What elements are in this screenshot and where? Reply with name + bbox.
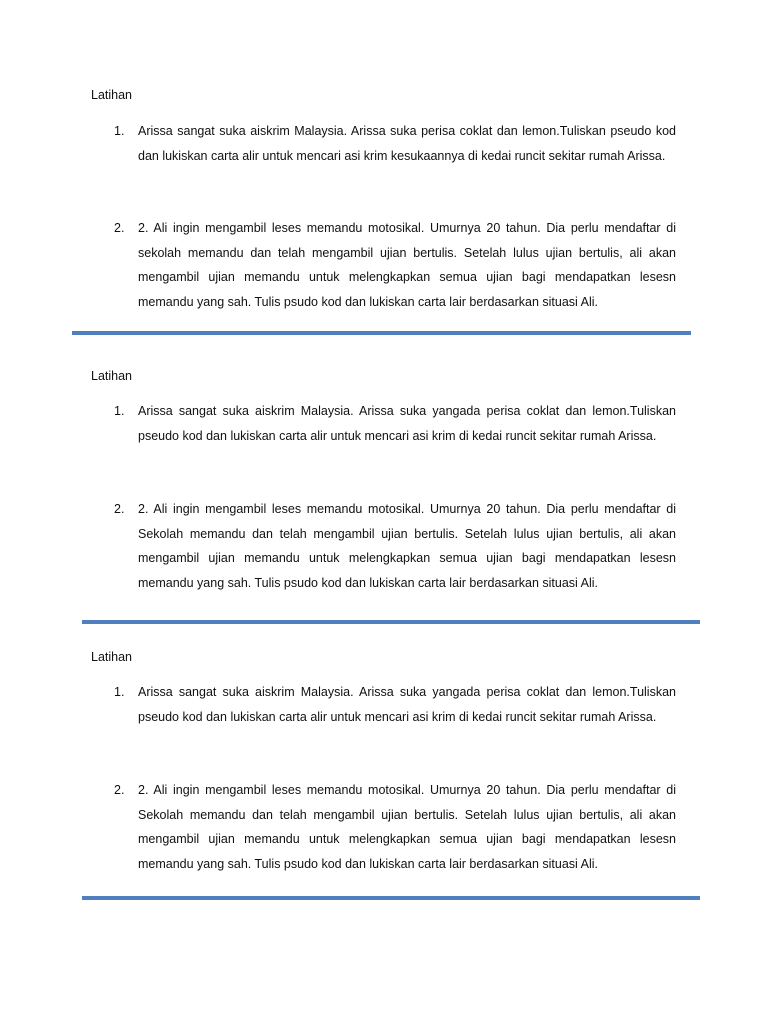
section-heading: Latihan bbox=[91, 369, 133, 383]
section-heading: Latihan bbox=[91, 88, 133, 102]
section-divider bbox=[82, 620, 700, 624]
list-item bbox=[114, 399, 676, 448]
section-divider bbox=[82, 896, 700, 900]
list-item-text: Arissa sangat suka aiskrim Malaysia. Arissa suka perisa coklat dan lemon.Tuliskan pseudo kod dan lukiskan carta alir untuk mencari asi krim kesukaannya di kedai runcit sekitar rumah Arissa. bbox=[138, 124, 676, 163]
section-divider bbox=[72, 331, 691, 335]
list-item bbox=[114, 680, 676, 729]
list-item-number: 2. bbox=[114, 502, 125, 516]
list-item-number: 2. bbox=[114, 783, 125, 797]
section-heading: Latihan bbox=[91, 650, 133, 664]
list-item-number: 1. bbox=[114, 404, 125, 418]
list-item-text: 2. Ali ingin mengambil leses memandu motosikal. Umurnya 20 tahun. Dia perlu mendaftar di Sekolah memandu dan telah mengambil ujian bertulis. Setelah lulus ujian bertulis, ali akan mengambil ujian memandu untuk melengkapkan semua ujian bagi mendapatkan lesesn memandu yang sah. Tulis psudo kod dan lukiskan carta lair berdasarkan situasi Ali. bbox=[138, 502, 676, 590]
list-item bbox=[114, 778, 676, 876]
list-item-number: 2. bbox=[114, 221, 125, 235]
list-item-text: Arissa sangat suka aiskrim Malaysia. Arissa suka yangada perisa coklat dan lemon.Tuliskan pseudo kod dan lukiskan carta alir untuk mencari asi krim di kedai runcit sekitar rumah Arissa. bbox=[138, 404, 676, 443]
list-item-text: 2. Ali ingin mengambil leses memandu motosikal. Umurnya 20 tahun. Dia perlu mendaftar di sekolah memandu dan telah mengambil ujian bertulis. Setelah lulus ujian bertulis, ali akan mengambil ujian memandu untuk melengkapkan semua ujian bagi mendapatkan lesesn memandu yang sah. Tulis psudo kod dan lukiskan carta lair berdasarkan situasi Ali. bbox=[138, 221, 676, 309]
list-item bbox=[114, 497, 676, 595]
list-item-text: 2. Ali ingin mengambil leses memandu motosikal. Umurnya 20 tahun. Dia perlu mendaftar di Sekolah memandu dan telah mengambil ujian bertulis. Setelah lulus ujian bertulis, ali akan mengambil ujian memandu untuk melengkapkan semua ujian bagi mendapatkan lesesn memandu yang sah. Tulis psudo kod dan lukiskan carta lair berdasarkan situasi Ali. bbox=[138, 783, 676, 871]
list-item-number: 1. bbox=[114, 124, 125, 138]
list-item bbox=[114, 119, 676, 168]
list-item bbox=[114, 216, 676, 314]
list-item-number: 1. bbox=[114, 685, 125, 699]
list-item-text: Arissa sangat suka aiskrim Malaysia. Arissa suka yangada perisa coklat dan lemon.Tuliskan pseudo kod dan lukiskan carta alir untuk mencari asi krim di kedai runcit sekitar rumah Arissa. bbox=[138, 685, 676, 724]
